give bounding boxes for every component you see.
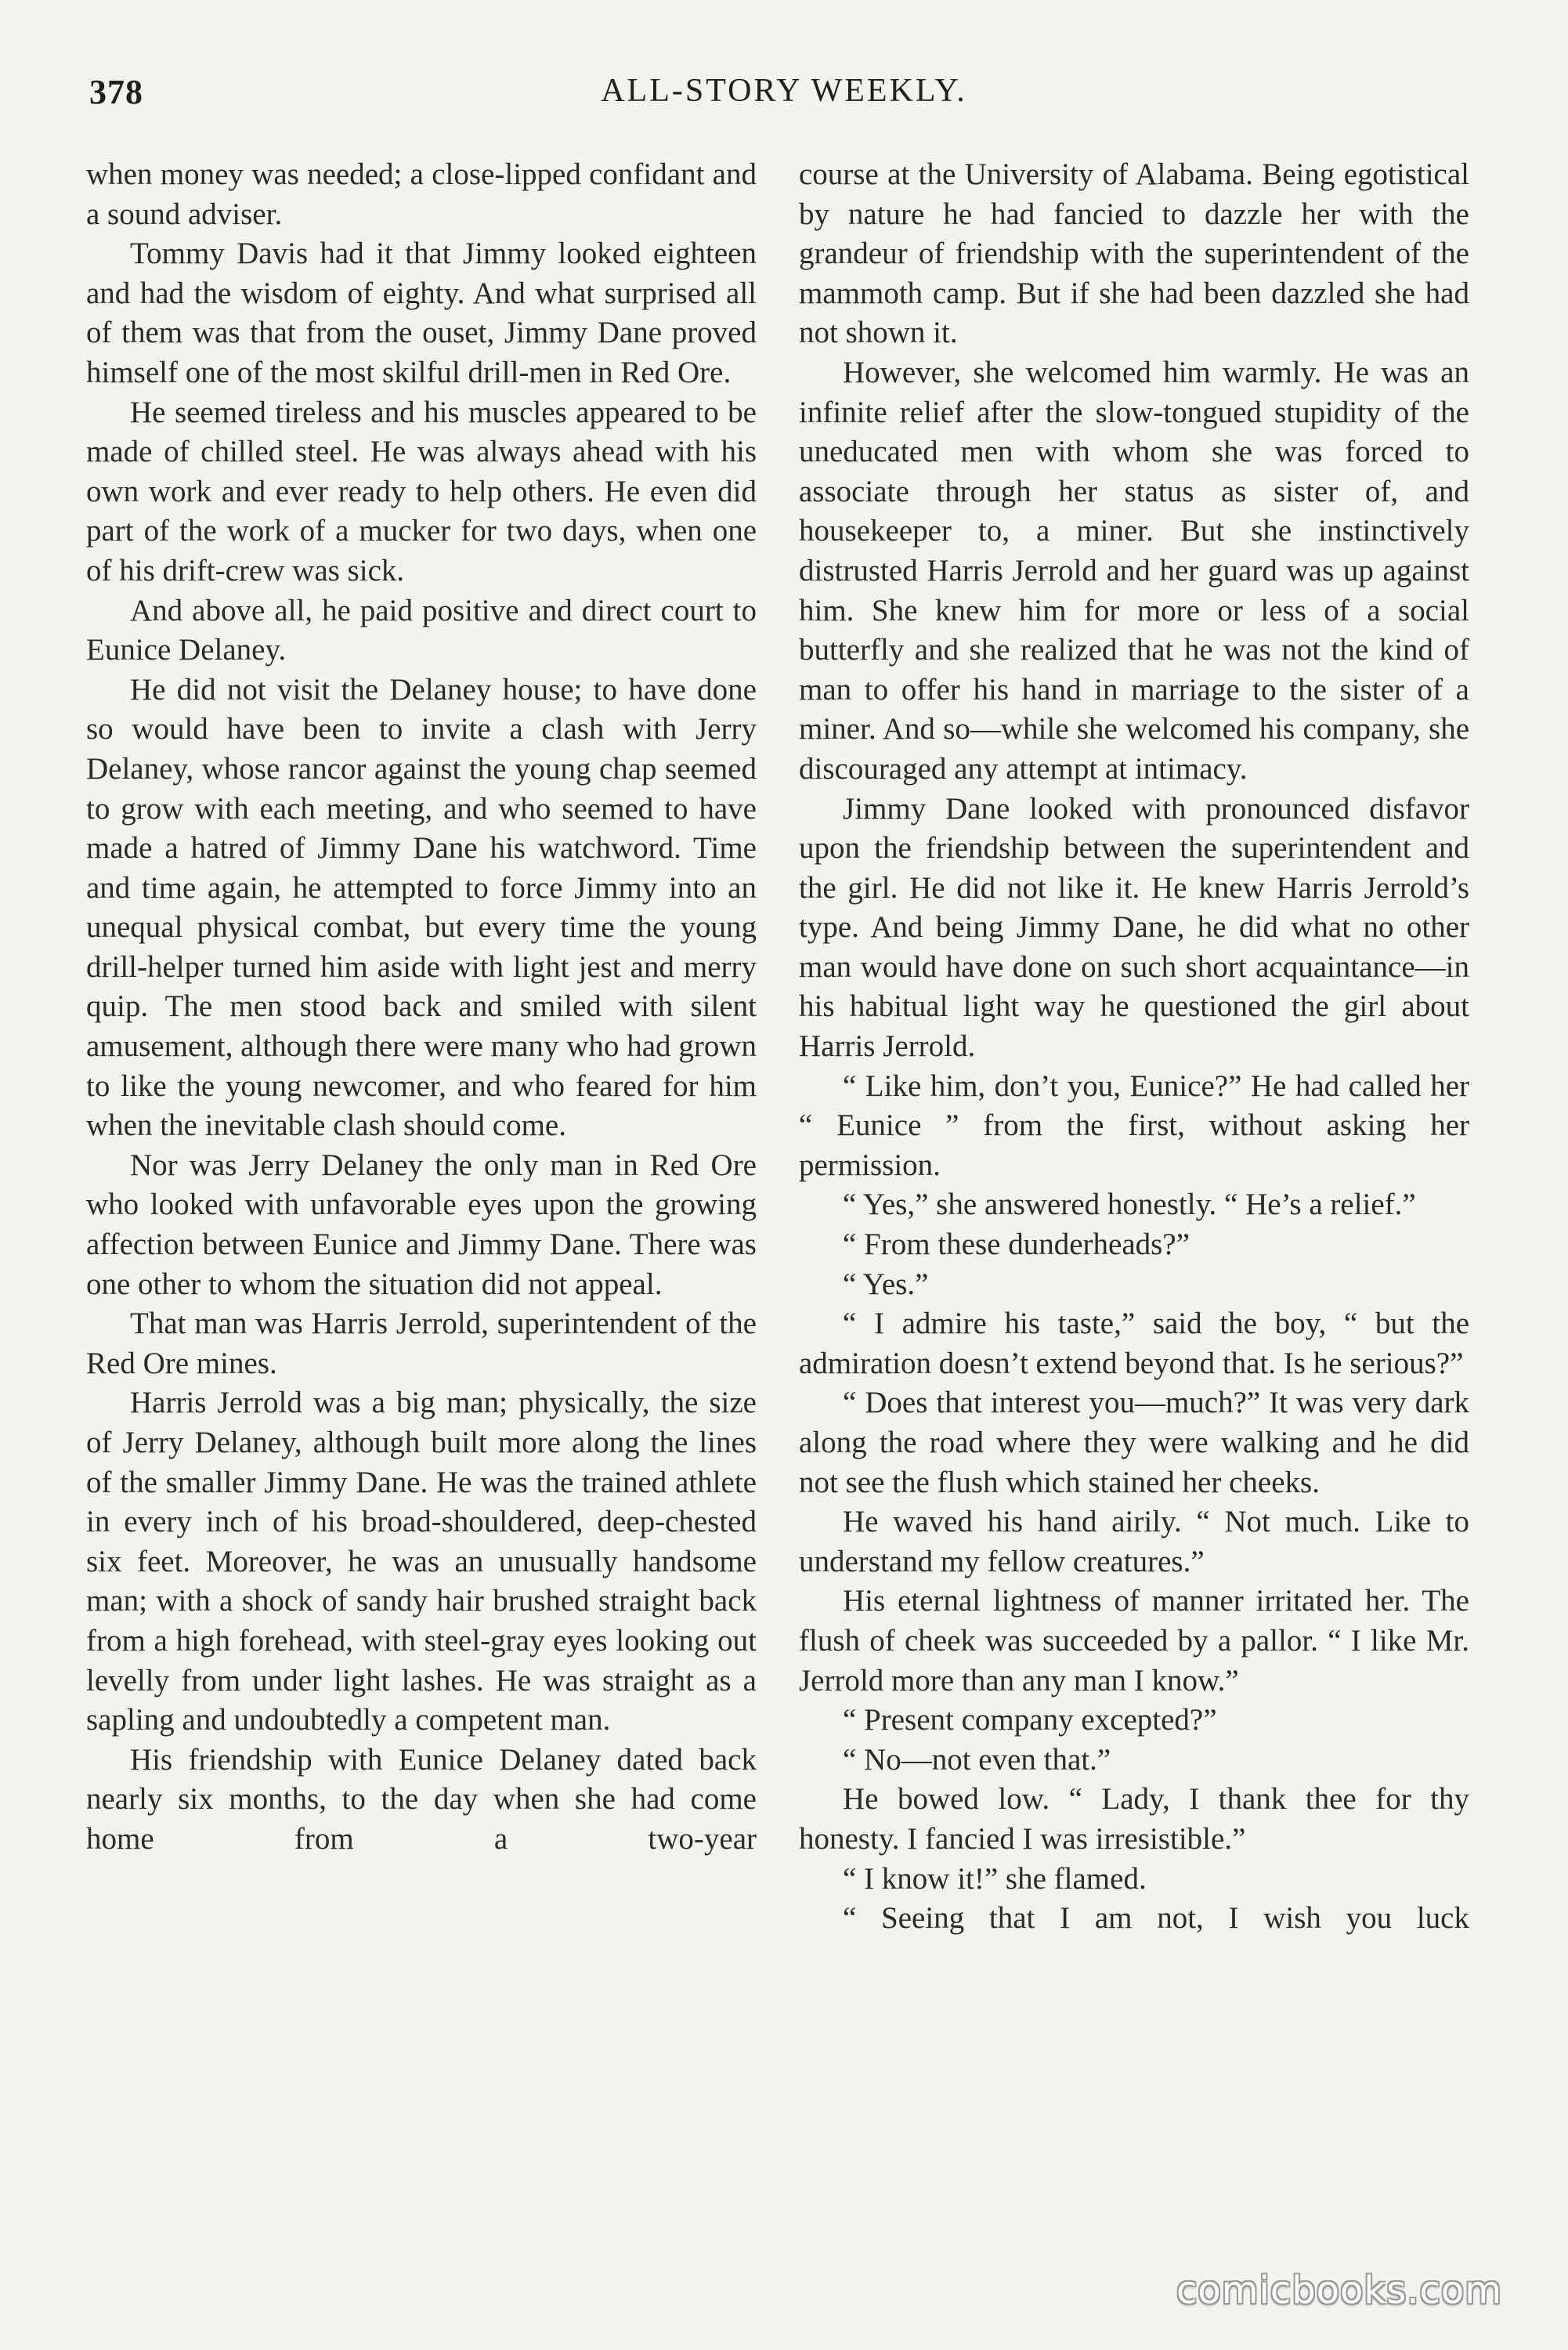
paragraph: His friendship with Eunice Delaney dated back nearly six months, to the day when she had come home from a two-year <box>86 1742 757 1856</box>
paragraph: He did not visit the Delaney house; to have done so would have been to invite a clash with Jerry Delaney, whose rancor against the young chap seemed to grow with each meeting, and who seemed to have made a hatred of Jimmy Dane his watchword. Time and time again, he attempted to force Jimmy into an unequal physical combat, but every time the young drill-helper turned him aside with light jest and merry quip. The men stood back and smiled with silent amusement, although there were many who had grown to like the young newcomer, and who feared for him when the inevitable clash should come. <box>86 672 757 1143</box>
paragraph: “ Does that interest you—much?” It was very dark along the road where they were walking and he did not see the flush which stained her cheeks. <box>799 1386 1469 1499</box>
watermark-text: comicbooks.com <box>1176 2269 1502 2312</box>
left-column <box>86 155 757 1860</box>
paragraph: He seemed tireless and his muscles appeared to be made of chilled steel. He was always ahead with his own work and ever ready to help others. He even did part of the work of a mucker for two days, when one of his drift-crew was sick. <box>86 395 757 588</box>
paragraph: “ Yes,” she answered honestly. “ He’s a relief.” <box>843 1188 1416 1222</box>
running-head: ALL-STORY WEEKLY. <box>601 73 967 109</box>
paragraph: That man was Harris Jerrold, superintendent of the Red Ore mines. <box>86 1307 757 1380</box>
page-number: 378 <box>89 73 143 111</box>
page-header <box>0 72 1568 127</box>
paragraph: when money was needed; a close-lipped confidant and a sound adviser. <box>86 157 757 231</box>
paragraph: Tommy Davis had it that Jimmy looked eighteen and had the wisdom of eighty. And what surprised all of them was that from the ouset, Jimmy Dane proved himself one of the most skilful drill-men in Red Ore. <box>86 237 757 389</box>
paragraph: He bowed low. “ Lady, I thank thee for thy honesty. I fancied I was irresistible.” <box>799 1782 1469 1856</box>
paragraph: course at the University of Alabama. Being egotistical by nature he had fancied to dazzle her with the grandeur of friendship with the superintendent of the mammoth camp. But if she had been dazzled she had not shown it. <box>799 157 1469 350</box>
paragraph: “ No—not even that.” <box>843 1742 1111 1777</box>
paragraph: “ Present company excepted?” <box>843 1703 1217 1737</box>
paragraph: “ I admire his taste,” said the boy, “ but the admiration doesn’t extend beyond that. Is he serious?” <box>799 1307 1469 1380</box>
paragraph: And above all, he paid positive and direct court to Eunice Delaney. <box>86 593 757 667</box>
paragraph: He waved his hand airily. “ Not much. Like to understand my fellow creatures.” <box>799 1505 1469 1578</box>
paragraph: Jimmy Dane looked with pronounced disfavor upon the friendship between the superintendent and the girl. He did not like it. He knew Harris Jerrold’s type. And being Jimmy Dane, he did what no other man would have done on such short acquaintance—in his habitual light way he questioned the girl about Harris Jerrold. <box>799 791 1469 1064</box>
right-column <box>799 155 1469 1939</box>
paragraph: However, she welcomed him warmly. He was an infinite relief after the slow-tongued stupidity of the uneducated men with whom she was forced to associate through her status as sister of, and housekeeper to, a miner. But she instinctively distrusted Harris Jerrold and her guard was up against him. She knew him for more or less of a social butterfly and she realized that he was not the kind of man to offer his hand in marriage to the sister of a miner. And so—while she welcomed his company, she discouraged any attempt at intimacy. <box>799 355 1469 786</box>
paragraph: His eternal lightness of manner irritated her. The flush of cheek was succeeded by a pallor. “ I like Mr. Jerrold more than any man I know.” <box>799 1584 1469 1697</box>
paragraph: “ I know it!” she flamed. <box>843 1861 1147 1896</box>
paragraph: “ From these dunderheads?” <box>843 1227 1190 1262</box>
paragraph: “ Seeing that I am not, I wish you luck <box>843 1901 1469 1936</box>
paragraph: Harris Jerrold was a big man; physically, the size of Jerry Delaney, although built more along the lines of the smaller Jimmy Dane. He was the trained athlete in every inch of his broad-shouldered, deep-chested six feet. Moreover, he was an unusually handsome man; with a shock of sandy hair brushed straight back from a high forehead, with steel-gray eyes looking out levelly from under light lashes. He was straight as a sapling and undoubtedly a competent man. <box>86 1386 757 1737</box>
paragraph: “ Like him, don’t you, Eunice?” He had called her “ Eunice ” from the first, without asking her permission. <box>799 1068 1469 1182</box>
paragraph: Nor was Jerry Delaney the only man in Red Ore who looked with unfavorable eyes upon the growing affection between Eunice and Jimmy Dane. There was one other to whom the situation did not appeal. <box>86 1148 757 1301</box>
paragraph: “ Yes.” <box>843 1267 929 1301</box>
